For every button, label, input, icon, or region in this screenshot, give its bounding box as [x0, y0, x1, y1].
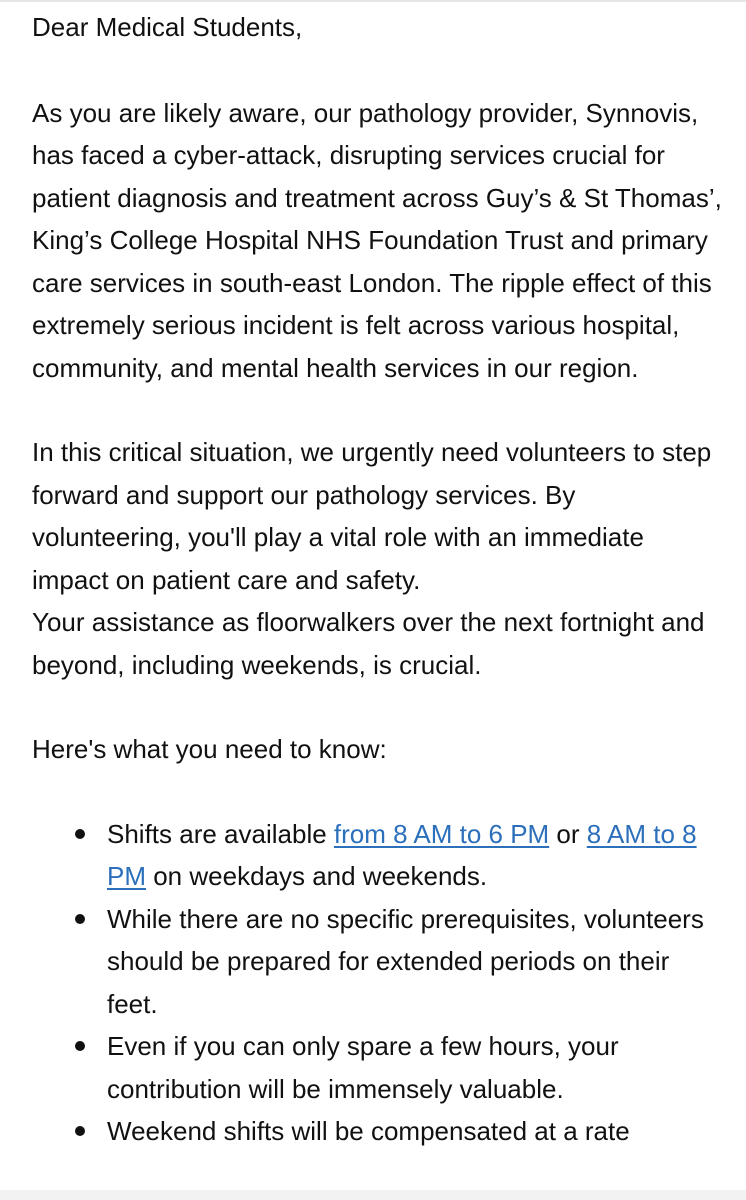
bullet-icon: [75, 1126, 85, 1136]
shift-text-suffix: on weekdays and weekends.: [146, 861, 488, 891]
contribution-text: Even if you can only spare a few hours, your contribution will be immensely valuable.: [107, 1031, 619, 1104]
email-body: [32, 0, 722, 1153]
email-paragraph-appeal-floorwalkers: Your assistance as floorwalkers over the next fortnight and beyond, including weekends, is crucial.: [32, 607, 705, 680]
weekend-compensation-text: Weekend shifts will be compensated at a rate: [107, 1116, 630, 1146]
prerequisites-text: While there are no specific prerequisites, volunteers should be prepared for extended periods on their feet.: [107, 903, 704, 1019]
list-item: [107, 898, 722, 1026]
email-paragraph-appeal-text: In this critical situation, we urgently need volunteers to step forward and support our pathology services. By volunteering, you'll play a vital role with an immediate impact on patient care and safety.: [32, 437, 712, 595]
shift-text-prefix: Shifts are available: [107, 818, 334, 849]
shift-time-link-8am-8pm[interactable]: 8 AM to 8 PM: [107, 818, 697, 891]
shift-text-middle: or: [549, 818, 587, 849]
email-greeting: Dear Medical Students,: [32, 12, 303, 42]
bottom-divider: [0, 1190, 746, 1200]
email-paragraph-incident: As you are likely aware, our pathology provider, Synnovis, has faced a cyber-attack, disrupting services crucial for patient diagnosis and treatment across Guy’s & St Thomas’, King’s College Hospital NHS Foundation Trust and primary care services in south-east London. The ripple effect of this extremely serious incident is felt across various hospital, community, and mental health services in our region.: [32, 97, 722, 383]
list-item: [107, 1110, 722, 1153]
email-paragraph-appeal: [32, 431, 722, 686]
info-bullet-list: [32, 813, 722, 1153]
bullet-icon: [75, 1041, 85, 1051]
bullet-icon: [75, 914, 85, 924]
shift-time-link-8am-6pm[interactable]: from 8 AM to 6 PM: [333, 818, 550, 849]
list-item: [107, 813, 722, 898]
list-item: [107, 1025, 722, 1110]
email-paragraph-intro-list: Here's what you need to know:: [32, 734, 387, 764]
bullet-icon: [75, 829, 85, 839]
